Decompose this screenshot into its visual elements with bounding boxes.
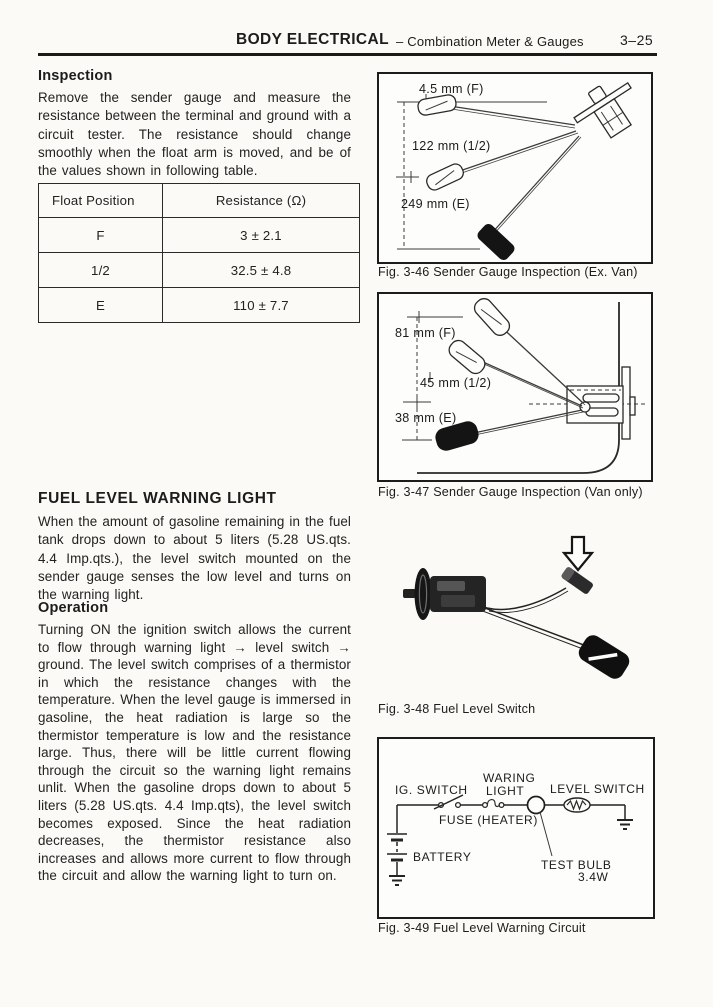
gauge-slot xyxy=(583,394,619,402)
flange-disc xyxy=(415,568,432,620)
cell-position: E xyxy=(39,288,163,323)
fuel-level-switch-photo xyxy=(377,515,653,700)
table-row xyxy=(39,218,360,253)
dim-label-half: 45 mm (1/2) xyxy=(420,376,492,390)
test-bulb-label: TEST BULB xyxy=(541,858,612,872)
resistance-table xyxy=(38,183,360,323)
col-header-float-position: Float Position xyxy=(39,184,163,218)
cell-resistance: 3 ± 2.1 xyxy=(163,218,360,253)
table-row xyxy=(39,288,360,323)
figure-3-47 xyxy=(377,292,653,482)
sender-gauge-van-diagram xyxy=(379,294,651,480)
float xyxy=(575,632,632,682)
cell-resistance: 32.5 ± 4.8 xyxy=(163,253,360,288)
float-f xyxy=(417,94,457,116)
float-arm-f-edge xyxy=(445,108,575,128)
table-header-row xyxy=(39,184,360,218)
label-pointer xyxy=(540,812,552,856)
gauge-slot xyxy=(586,408,618,416)
cell-resistance: 110 ± 7.7 xyxy=(163,288,360,323)
header-rule xyxy=(38,53,657,56)
inspection-heading: Inspection xyxy=(38,68,113,84)
figure-3-46-caption: Fig. 3-46 Sender Gauge Inspection (Ex. Van) xyxy=(378,265,638,279)
ig-switch-label: IG. SWITCH xyxy=(395,783,468,797)
float-arm-e-edge xyxy=(493,137,581,235)
float-arm xyxy=(477,605,589,647)
figure-3-46 xyxy=(377,72,653,264)
battery-label: BATTERY xyxy=(413,850,472,864)
warning-light-paragraph: When the amount of gasoline remaining in the fuel tank drops down to about 5 liters (5.28 US.qts. 4.4 Imp.qts.), the level switch mounted on the sender gauge senses the low level and turns on the warning light. xyxy=(38,514,351,603)
cell-position: F xyxy=(39,218,163,253)
figure-3-49 xyxy=(377,737,655,919)
float-arm-half-edge xyxy=(475,360,583,408)
float-arm-f-edge xyxy=(498,324,585,405)
float-arm-e-edge xyxy=(470,412,583,436)
gauge-body-detail xyxy=(441,595,475,607)
warning-light-label-line1: WARING xyxy=(483,771,536,785)
sender-gauge-ex-van-diagram xyxy=(379,74,651,262)
float-arm-f xyxy=(443,105,575,125)
fuse-element xyxy=(488,800,500,807)
float-arm-e xyxy=(491,136,579,234)
figure-3-48 xyxy=(377,515,653,700)
dim-label-f: 4.5 mm (F) xyxy=(419,82,484,96)
operation-paragraph: Turning ON the ignition switch allows the current to flow through warning light → level switch → ground. The level switch comprises of a thermistor in which the resistance changes with the temperature. When the level gauge is immersed in gasoline, the heat radiation is large so the thermistor temperature is low and the resistance large. Thus, there will be little current flowing through the circuit so the warning light remains unlit. When the gasoline drops down to about 5 liters (5.28 US.qts. 4.4 Imp.qts), the level switch becomes exposed. Since the heat radiation decreases, the thermistor resistance also increases and allows more current to flow through the circuit and allow the warning light to turn on. xyxy=(38,622,351,884)
dim-label-half: 122 mm (1/2) xyxy=(412,139,491,153)
fuse-label: FUSE (HEATER) xyxy=(439,813,538,827)
figure-3-48-caption: Fig. 3-48 Fuel Level Switch xyxy=(378,702,536,716)
gauge-body-detail xyxy=(437,581,465,591)
switch-terminal xyxy=(456,803,461,808)
page-subtitle: – Combination Meter & Gauges xyxy=(396,34,584,49)
warning-circuit-diagram xyxy=(379,739,653,917)
float-arm-e xyxy=(469,410,582,434)
float-f xyxy=(471,295,512,338)
test-bulb-wattage: 3.4W xyxy=(578,870,609,884)
table-row xyxy=(39,253,360,288)
dim-label-e: 249 mm (E) xyxy=(401,197,470,211)
level-switch-symbol xyxy=(564,798,590,812)
warning-light-bulb xyxy=(528,797,545,814)
down-arrow-icon xyxy=(564,537,592,570)
col-header-resistance: Resistance (Ω) xyxy=(163,184,360,218)
level-switch-label: LEVEL SWITCH xyxy=(550,782,645,796)
operation-heading: Operation xyxy=(38,600,109,616)
page-number: 3–25 xyxy=(620,32,654,48)
warning-light-heading: FUEL LEVEL WARNING LIGHT xyxy=(38,490,277,507)
figure-3-49-caption: Fig. 3-49 Fuel Level Warning Circuit xyxy=(378,921,586,935)
figure-3-47-caption: Fig. 3-47 Sender Gauge Inspection (Van only) xyxy=(378,485,643,499)
flange-stub xyxy=(403,589,416,598)
warning-light-label-line2: LIGHT xyxy=(486,784,525,798)
fuse-terminal xyxy=(483,803,488,808)
sender-gauge-flange xyxy=(567,74,648,149)
float-half xyxy=(446,337,488,377)
dim-label-e: 38 mm (E) xyxy=(395,411,457,425)
inspection-paragraph: Remove the sender gauge and measure the resistance between the terminal and ground with a circuit tester. The resistance should change smoothly when the float arm is moved, and be of the values shown in following table. xyxy=(38,90,351,179)
cell-position: 1/2 xyxy=(39,253,163,288)
float-arm-edge xyxy=(480,610,591,652)
mounting-bolt xyxy=(630,397,635,415)
float-half xyxy=(424,162,465,193)
page-title: BODY ELECTRICAL xyxy=(236,31,389,48)
dim-label-f: 81 mm (F) xyxy=(395,326,456,340)
